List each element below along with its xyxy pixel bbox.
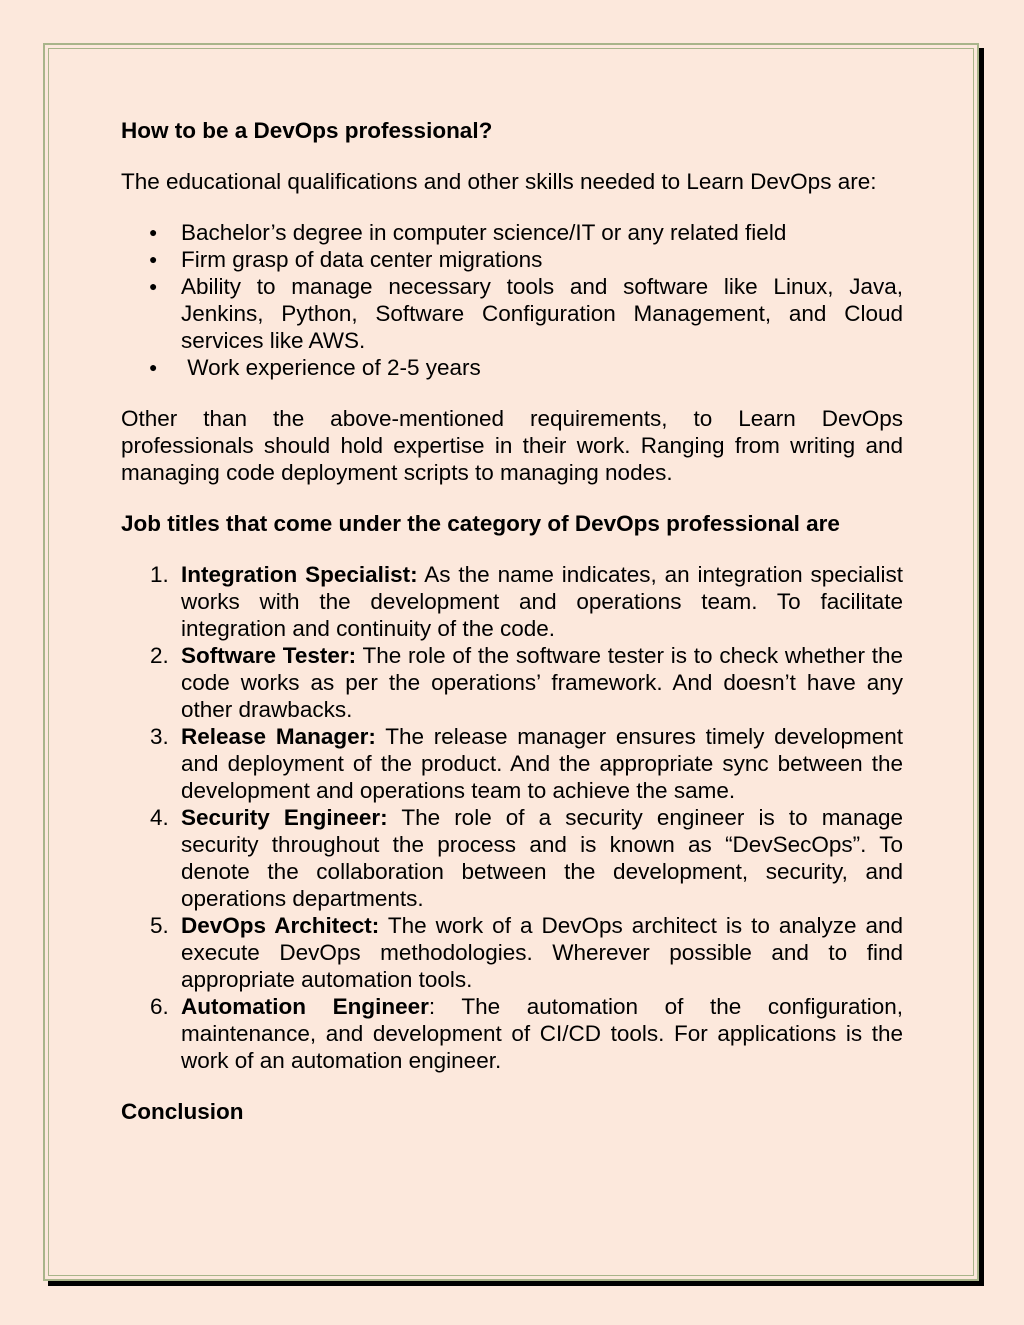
list-number: 4. — [150, 805, 169, 830]
intro-paragraph: The educational qualifications and other skills needed to Learn DevOps are: — [121, 169, 877, 194]
list-item: ● Ability to manage necessary tools and software like Linux, Java, Jenkins, Python, Software Configuration Management, and Cloud services like AWS. — [149, 274, 903, 353]
list-item — [150, 642, 903, 723]
list-item: ● Bachelor’s degree in computer science/IT or any related field — [149, 220, 787, 245]
list-item — [150, 723, 904, 804]
document-body — [121, 117, 903, 1125]
role-title: Automation Engineer — [181, 994, 429, 1019]
role-title: DevOps Architect: — [181, 913, 380, 938]
role-description: The release manager ensures timely development and deployment of the product. And the appropriate sync between the development and operations team to achieve the same. — [181, 724, 904, 803]
role-description: : The automation of the configuration, maintenance, and development of CI/CD tools. For applications is the work of an automation engineer. — [181, 994, 903, 1073]
list-item: ● Work experience of 2-5 years — [149, 355, 481, 380]
role-title: Release Manager: — [181, 724, 376, 749]
bullet-icon: ● — [149, 278, 158, 294]
list-number: 5. — [150, 913, 169, 938]
role-description: As the name indicates, an integration specialist works with the development and operations team. To facilitate integration and continuity of the code. — [181, 562, 904, 641]
list-item: ● Firm grasp of data center migrations — [149, 247, 543, 272]
list-number: 6. — [150, 994, 169, 1019]
role-title: Integration Specialist: — [181, 562, 418, 587]
skills-list — [121, 219, 903, 381]
conclusion-heading: Conclusion — [121, 1099, 244, 1124]
list-item — [150, 993, 903, 1074]
role-title: Software Tester: — [181, 643, 357, 668]
bullet-icon: ● — [149, 359, 158, 375]
role-title: Security Engineer: — [181, 805, 388, 830]
job-titles-heading: Job titles that come under the category of DevOps professional are — [121, 511, 840, 536]
role-description: The work of a DevOps architect is to analyze and execute DevOps methodologies. Wherever possible and to find appropriate automation tools. — [181, 913, 904, 992]
requirements-paragraph: Other than the above-mentioned requirements, to Learn DevOps professionals should hold expertise in their work. Ranging from writing and managing code deployment scripts to managing nodes. — [121, 406, 903, 485]
section-heading: How to be a DevOps professional? — [121, 118, 493, 143]
role-description: The role of a security engineer is to manage security throughout the process and is known as “DevSecOps”. To denote the collaboration between the development, security, and operations departments. — [181, 805, 904, 911]
bullet-icon: ● — [149, 224, 158, 240]
role-description: The role of the software tester is to check whether the code works as per the operations’ framework. And doesn’t have any other drawbacks. — [181, 643, 903, 722]
list-number: 2. — [150, 643, 169, 668]
list-item — [150, 561, 904, 642]
list-item — [150, 804, 904, 912]
list-number: 1. — [150, 562, 169, 587]
job-titles-list — [121, 561, 903, 1074]
bullet-icon: ● — [149, 251, 158, 267]
list-item — [150, 912, 904, 993]
list-number: 3. — [150, 724, 169, 749]
